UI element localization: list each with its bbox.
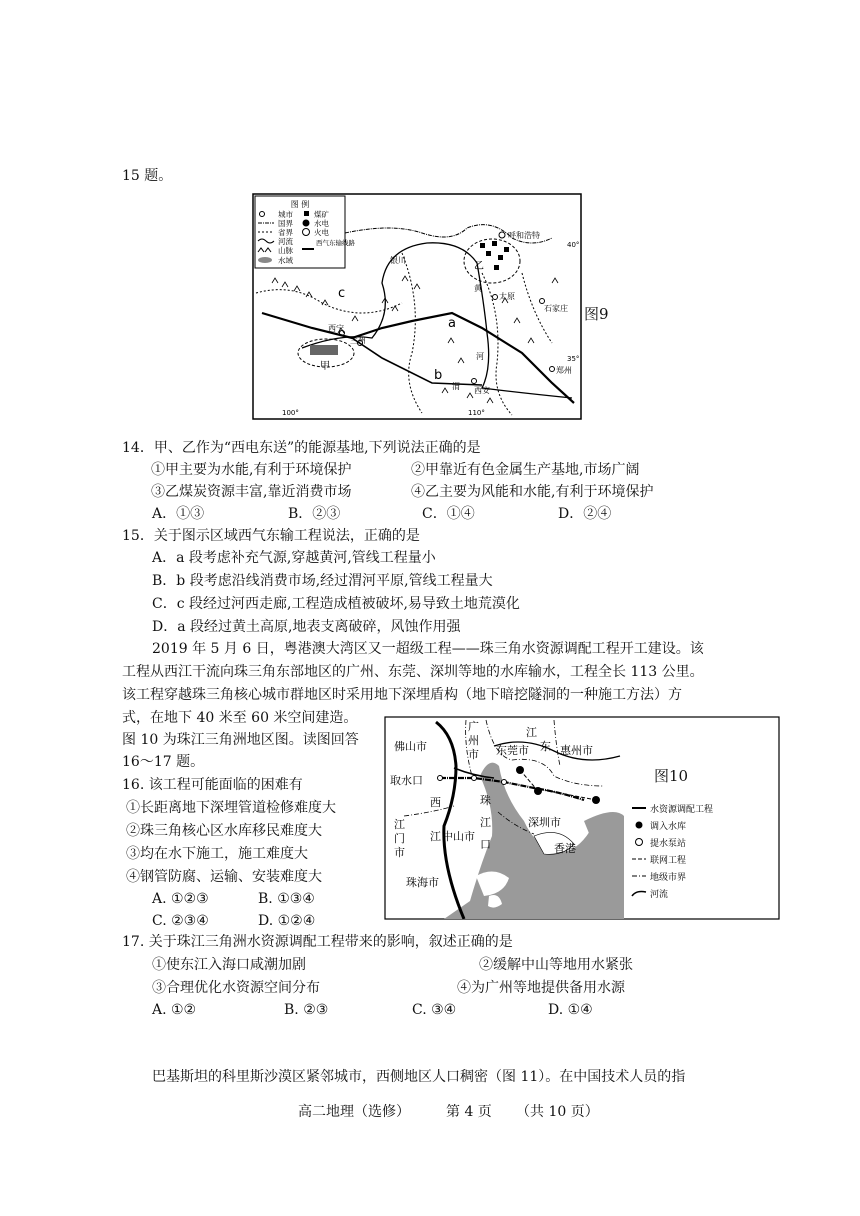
legend-river: 河流	[650, 890, 669, 900]
segment-c: c	[338, 286, 346, 301]
river-wei: 渭	[452, 382, 460, 391]
q17-opt3: ③合理优化水资源空间分布	[152, 980, 320, 996]
segment-a: a	[448, 316, 456, 331]
legend-thermal: 火电	[314, 228, 329, 237]
q15-option-d[interactable]: D．a 段经过黄土高原,地表支离破碎，风蚀作用强	[152, 619, 461, 635]
q14-opt1: ①甲主要为水能,有利于环境保护	[151, 462, 352, 478]
footer-total: （共 10 页）	[516, 1104, 599, 1120]
map-figure-9	[252, 193, 582, 420]
legend-hydro: 水电	[314, 219, 329, 228]
q16-opt3: ③均在水下施工，施工难度大	[126, 846, 308, 862]
passage-line-6: 16～17 题。	[122, 754, 205, 770]
legend-reservoir: 调入水库	[650, 822, 687, 832]
q15-option-c[interactable]: C．c 段经过河西走廊,工程造成植被破坏,易导致土地荒漠化	[152, 596, 520, 612]
passage-line-1: 2019 年 5 月 6 日，粤港澳大湾区又一超级工程——珠三角水资源调配工程开工建设。该	[152, 641, 704, 657]
q14-choice-c[interactable]: C．①④	[422, 506, 475, 522]
q16-choice-b[interactable]: B. ①③④	[258, 891, 315, 907]
place-zhuhai: 珠海市	[406, 876, 439, 889]
footer-page: 第 4 页	[446, 1104, 492, 1120]
place-guangzhou-2: 州	[468, 734, 479, 747]
place-shijiazhuang: 石家庄	[544, 304, 568, 313]
legend-network: 联网工程	[650, 856, 687, 866]
figure-10-label: 图10	[654, 767, 689, 785]
coord-100: 100°	[282, 409, 299, 417]
next-passage: 巴基斯坦的科里斯沙漠区紧邻城市，西侧地区人口稠密（图 11）。在中国技术人员的指	[152, 1069, 686, 1085]
place-taiyuan: 太原	[499, 292, 515, 301]
legend-city-border: 地级市界	[650, 873, 687, 883]
q17-opt2: ②缓解中山等地用水紧张	[479, 957, 633, 973]
q17-opt1: ①使东江入海口咸潮加剧	[152, 957, 306, 973]
q15-option-b[interactable]: B．b 段考虑沿线消费市场,经过渭河平原,管线工程量大	[152, 573, 493, 589]
q16-opt4: ④钢管防腐、运输、安装难度大	[126, 869, 322, 885]
place-hohhot: 呼和浩特	[508, 231, 540, 240]
place-dongguan: 东莞市	[496, 744, 529, 757]
legend-border: 国界	[278, 219, 293, 228]
q16-choice-c[interactable]: C. ②③④	[152, 913, 209, 929]
place-shenzhen: 深圳市	[528, 816, 561, 829]
q14-opt4: ④乙主要为风能和水能,有利于环境保护	[411, 484, 654, 500]
place-guangzhou-1: 广	[468, 720, 479, 733]
q17-choice-a[interactable]: A. ①②	[152, 1002, 197, 1018]
figure-9-label: 图9	[584, 305, 609, 323]
legend-pipeline: 西气东输线路	[316, 239, 355, 247]
passage-line-3: 该工程穿越珠三角核心城市群地区时采用地下深埋盾构（地下暗挖隧洞的一种施工方法）方	[122, 687, 682, 703]
passage-line-4: 式，在地下 40 米至 60 米空间建造。	[122, 710, 358, 726]
label-zhujiangkou-1: 珠	[480, 794, 491, 807]
label-zhujiangkou-3: 口	[480, 838, 491, 851]
legend-province: 省界	[278, 228, 293, 237]
lead-in: 15 题。	[122, 168, 173, 184]
q16-opt2: ②珠三角核心区水库移民难度大	[126, 823, 322, 839]
passage-line-5: 图 10 为珠江三角洲地区图。读图回答	[122, 732, 359, 748]
coord-35: 35°	[567, 355, 580, 363]
legend-coal: 煤矿	[314, 210, 329, 219]
q17-opt4: ④为广州等地提供备用水源	[457, 980, 625, 996]
q16-opt1: ①长距离地下深埋管道检修难度大	[126, 800, 336, 816]
legend-project: 水资源调配工程	[650, 805, 714, 815]
place-guangzhou-3: 市	[468, 748, 479, 761]
legend-mountain: 山脉	[278, 246, 293, 255]
legend-water: 水域	[278, 256, 293, 265]
map-9-graphic	[252, 193, 582, 420]
map-10-graphic	[384, 716, 780, 920]
segment-b: b	[434, 368, 443, 383]
base-yi: 乙	[474, 261, 484, 272]
passage-line-2: 工程从西江干流向珠三角东部地区的广州、东莞、深圳等地的水库输水，工程全长 113 公里。	[122, 664, 704, 680]
place-foshan: 佛山市	[394, 740, 427, 753]
place-xining: 西宁	[328, 324, 344, 333]
q16-choice-d[interactable]: D. ①②④	[258, 913, 316, 929]
q15-option-a[interactable]: A．a 段考虑补充气源,穿越黄河,管线工程量小	[152, 550, 436, 566]
place-lanzhou: 兰州	[350, 336, 366, 345]
q14-opt2: ②甲靠近有色金属生产基地,市场广阔	[411, 462, 640, 478]
place-jiangmen-2: 门	[394, 832, 405, 845]
place-zhengzhou: 郑州	[556, 366, 572, 375]
label-intake: 取水口	[390, 774, 423, 787]
q14-choice-b[interactable]: B．②③	[288, 506, 341, 522]
q15-stem: 15．关于图示区域西气东输工程说法，正确的是	[122, 528, 420, 544]
legend-city: 城市	[278, 210, 293, 219]
label-dongjiang-2: 东	[540, 740, 551, 753]
legend-title: 图 例	[290, 200, 310, 209]
label-zhujiangkou-2: 江	[480, 816, 491, 829]
base-jia: 甲	[320, 361, 330, 372]
river-huang: 黄	[474, 284, 482, 293]
q14-opt3: ③乙煤炭资源丰富,靠近消费市场	[151, 484, 352, 500]
label-dongjiang-1: 江	[526, 726, 537, 739]
map-figure-10	[384, 716, 780, 920]
place-hongkong: 香港	[554, 842, 576, 855]
place-yinchuan: 银川	[390, 256, 406, 265]
place-jiangmen-3: 市	[394, 846, 405, 859]
q17-choice-c[interactable]: C. ③④	[412, 1002, 457, 1018]
q14-stem: 14．甲、乙作为“西电东送”的能源基地,下列说法正确的是	[122, 440, 481, 456]
place-xian: 西安	[474, 386, 490, 395]
q17-choice-d[interactable]: D. ①④	[548, 1002, 593, 1018]
coord-40: 40°	[567, 241, 580, 249]
q14-choice-d[interactable]: D．②④	[558, 506, 612, 522]
river-he: 河	[476, 352, 484, 361]
place-huizhou: 惠州市	[560, 744, 593, 757]
legend-pump: 提水泵站	[650, 839, 687, 849]
label-xijiang-2: 江	[430, 830, 441, 843]
footer-subject: 高二地理（选修）	[298, 1104, 410, 1120]
q14-choice-a[interactable]: A．①③	[152, 506, 205, 522]
q17-stem: 17. 关于珠江三角洲水资源调配工程带来的影响，叙述正确的是	[122, 934, 513, 950]
legend-river: 河流	[278, 237, 293, 246]
q16-choice-a[interactable]: A. ①②③	[152, 891, 209, 907]
q16-stem: 16. 该工程可能面临的困难有	[122, 777, 303, 793]
place-zhongshan: 中山市	[442, 830, 475, 843]
q17-choice-b[interactable]: B. ②③	[284, 1002, 329, 1018]
label-xijiang-1: 西	[430, 796, 441, 809]
coord-110: 110°	[468, 409, 485, 417]
place-jiangmen-1: 江	[394, 818, 405, 831]
